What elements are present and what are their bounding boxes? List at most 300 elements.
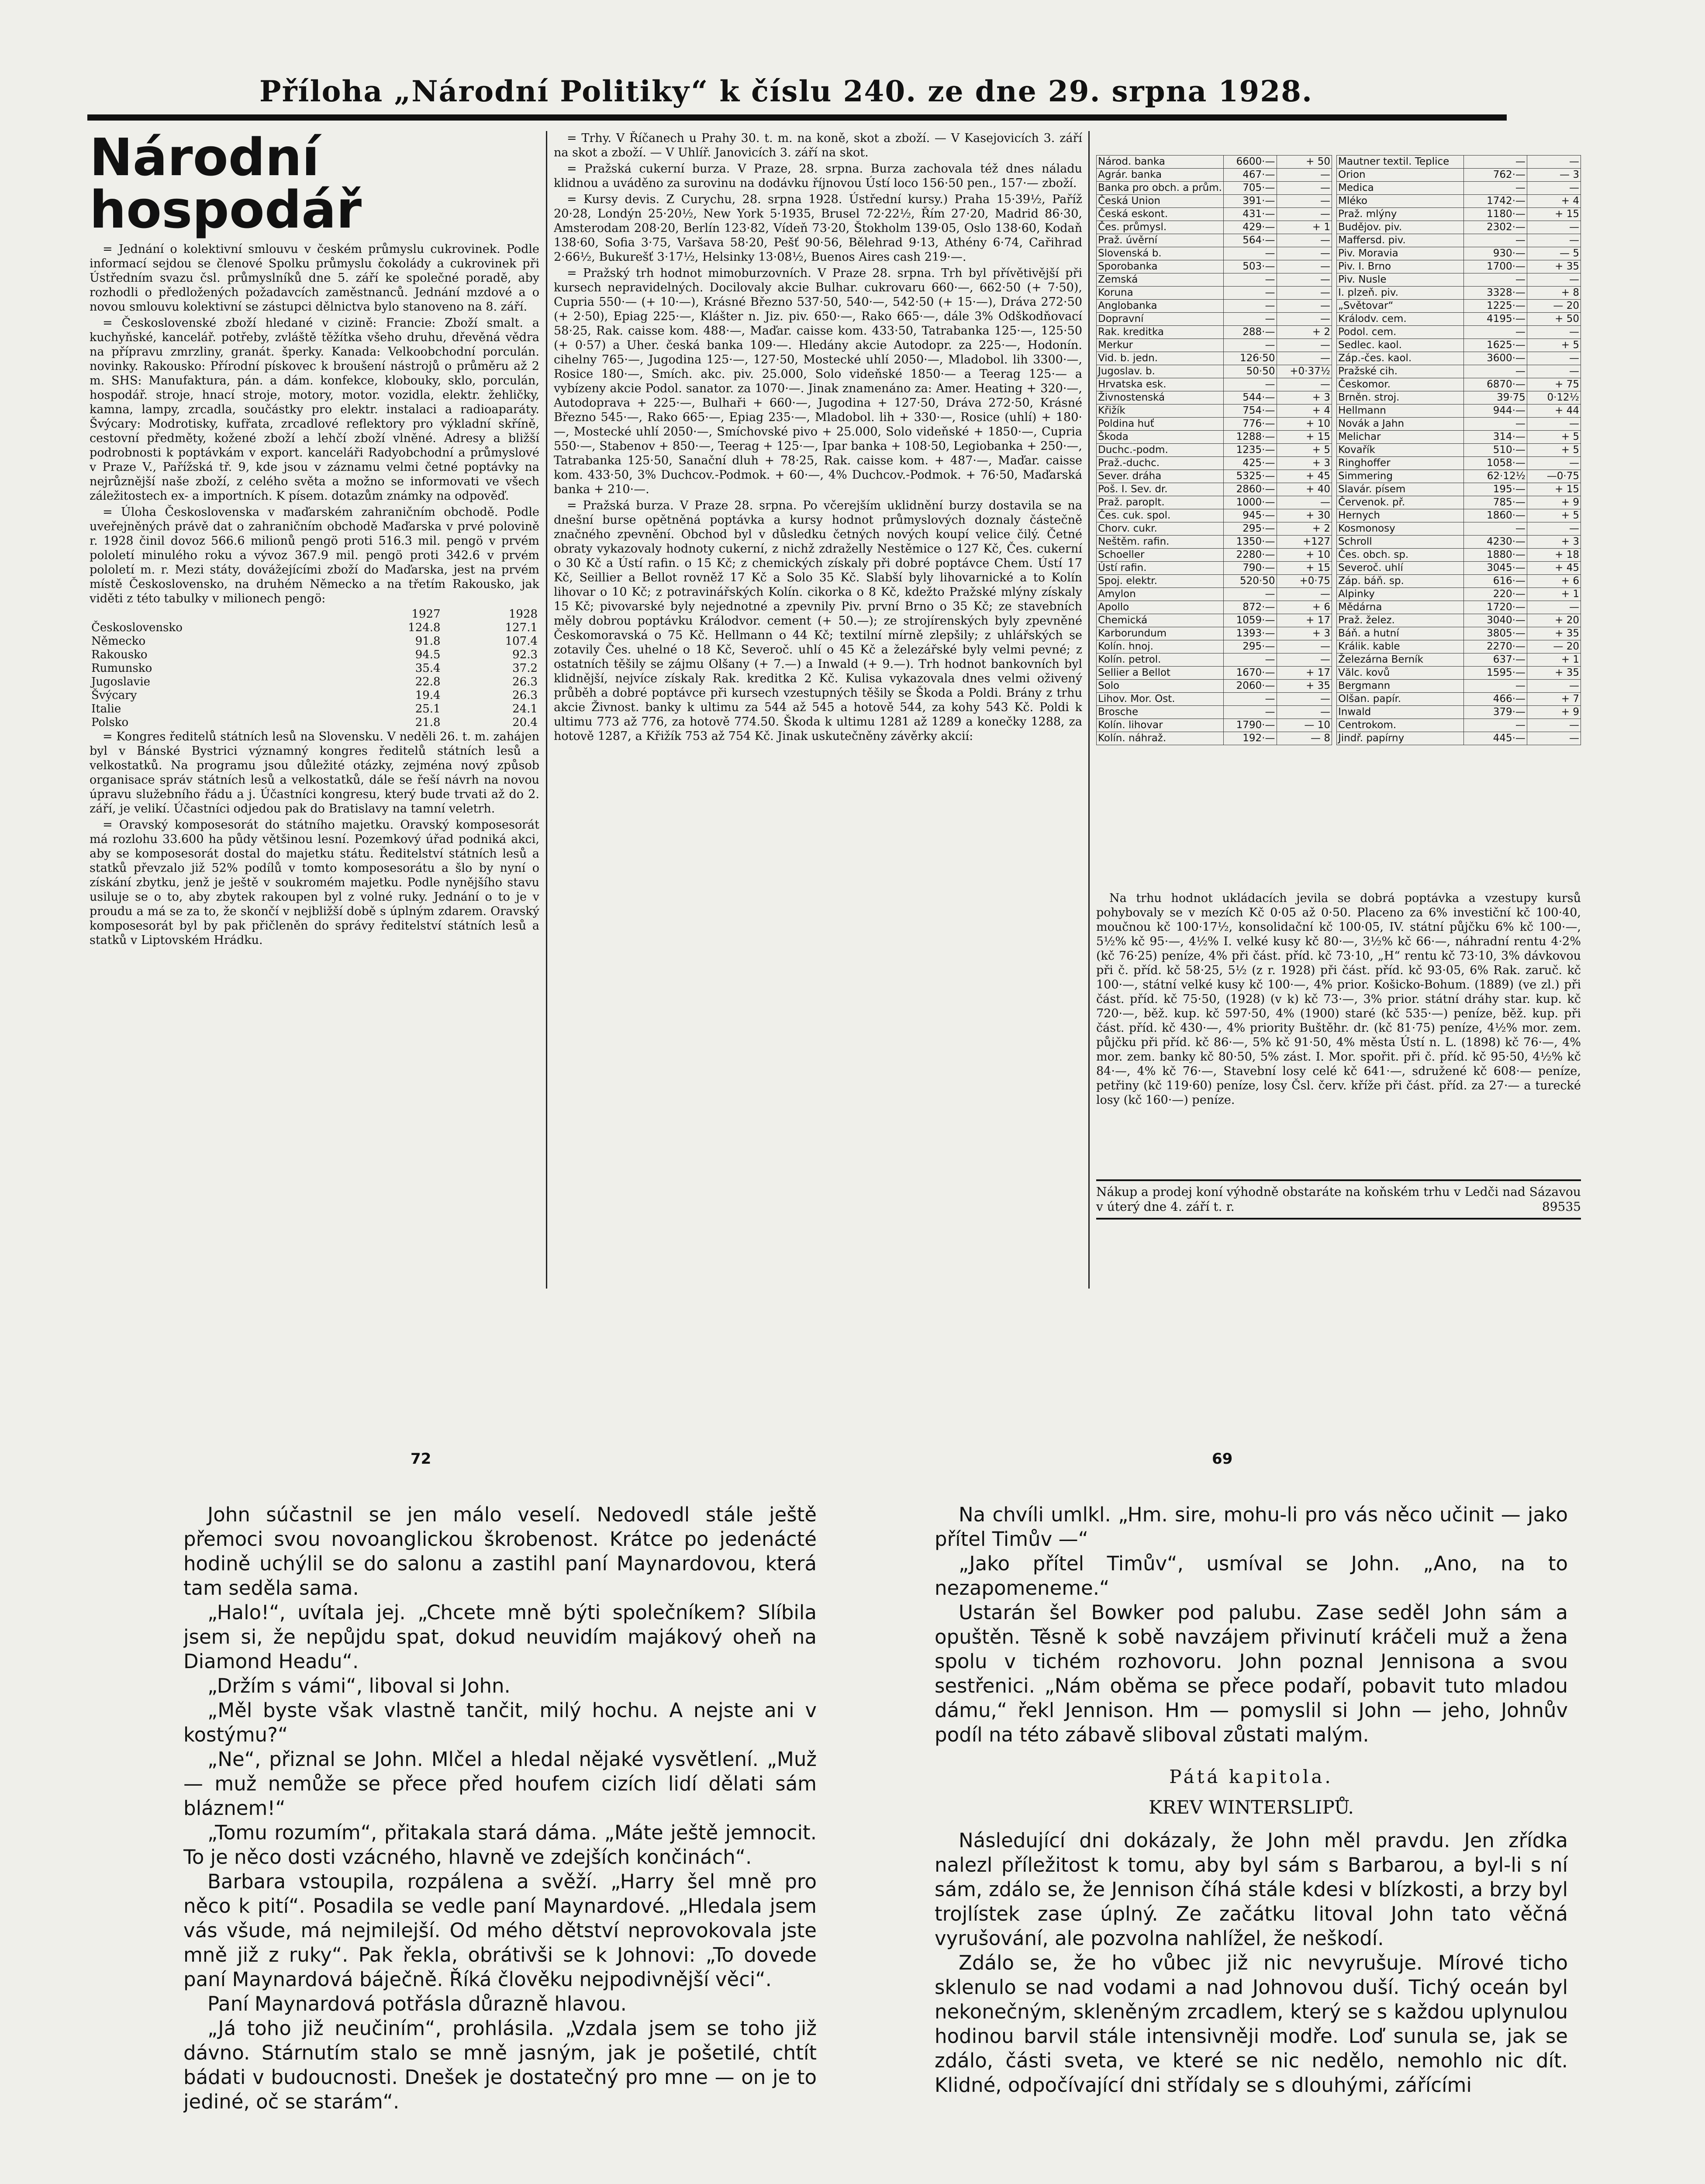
stock-change: —: [1527, 182, 1581, 195]
chapter-heading: Pátá kapitola.: [1169, 1766, 1333, 1787]
stock-change: + 50: [1527, 313, 1581, 326]
stock-row: [1337, 496, 1581, 509]
stock-row: [1337, 234, 1581, 247]
stock-change: —: [1277, 182, 1332, 195]
newspaper-masthead: Příloha „Národní Politiky“ k číslu 240. ze dne 29. srpna 1928.: [259, 74, 1313, 108]
stock-row: [1337, 483, 1581, 496]
stock-change: + 30: [1277, 509, 1332, 522]
trade-value: 124.8: [408, 621, 441, 634]
trade-value: 127.1: [505, 621, 538, 634]
novel-paragraph: „Já toho již neučiním“, prohlásila. „Vzdala jsem se toho již dávno. Stárnutím stalo se mně jasným, jak je pošetilé, chtít bádati v budoucnosti. Dnešek je dostatečný pro mne — on je to jediné, oč se starám“.: [183, 2017, 817, 2113]
stock-price: —: [1463, 522, 1527, 536]
stock-name: Jugoslav. b.: [1097, 365, 1224, 378]
stock-name: Kosmonosy: [1337, 522, 1464, 536]
trade-country: Švýcary: [91, 689, 137, 702]
stock-price: 520·50: [1223, 575, 1277, 588]
article-paragraph: = Trhy. V Říčanech u Prahy 30. t. m. na koně, skot a zboží. — V Kasejovicích 3. září na skot a zboží. — V Uhlíř. Janovicích 3. září na skot.: [554, 131, 1082, 159]
stock-change: + 35: [1527, 667, 1581, 680]
stock-price: —: [1223, 300, 1277, 313]
stock-row: [1337, 522, 1581, 536]
stock-change: + 40: [1277, 483, 1332, 496]
novel-paragraph: Paní Maynardová potřásla důrazně hlavou.: [207, 1992, 627, 2015]
article-paragraph: = Úloha Československa v maďarském zahraničním obchodě. Podle uveřejněných právě dat o zahraničním obchodě Maďarska v prvé polovině r. 1928 činil dovoz 566.6 milionů pengö proti 516.3 mil. pengö v prvém pololetí minulého roku a vývoz 367.9 mil. pengö proti 342.6 v prvém pololetí m. r. Mezi státy, dovážejícími zboží do Maďarska, jest na prvém místě Československo, na druhém Německo a na třetím Rakousko, jak viděti z této tabulky v milionech pengö:: [90, 505, 539, 605]
stock-name: Banka pro obch. a prům.: [1097, 182, 1224, 195]
stock-change: + 18: [1527, 549, 1581, 562]
stock-name: Brněn. stroj.: [1337, 391, 1464, 404]
stock-row: [1337, 208, 1581, 221]
stock-change: — 20: [1527, 300, 1581, 313]
stock-change: +0·75: [1277, 575, 1332, 588]
stock-row: [1337, 247, 1581, 260]
stock-price: 616·—: [1463, 575, 1527, 588]
stock-name: Apollo: [1097, 601, 1224, 614]
stock-change: + 50: [1277, 156, 1332, 169]
trade-value: 35.4: [415, 662, 441, 675]
stock-change: + 44: [1527, 404, 1581, 418]
stock-change: —: [1277, 352, 1332, 365]
stock-price: 6600·—: [1223, 156, 1277, 169]
stock-change: —: [1277, 653, 1332, 667]
stock-name: Lihov. Mor. Ost.: [1097, 693, 1224, 706]
stock-name: Spoj. elektr.: [1097, 575, 1224, 588]
article-paragraph: = Pražská burza. V Praze 28. srpna. Po včerejším uklidnění burzy dostavila se na dnešní burse opětněná poptávka a kursy hodnot průmyslových doznaly částečně značného zpevnění. Obchod byl v důsledku četných nových koupí velice čilý. Četné obraty vykazovaly hodnoty cukerní, z nichž zdraželly Nestěmice o 127 Kč, Čes. cukerní o 30 Kč a Ústí rafin. o 15 Kč; z chemických získaly při dobré poptávce Chem. Ústí 17 Kč, Seillier a Bellot rovněž 17 Kč a Solo 35 Kč. Slabší byly lihovarnické a to Kolín lihovar o 10 Kč; z potravinářských Kolín. cikorka o 8 Kč, kdežto Pražské mlýny získaly 15 Kč; pivovarské byly nejednotné a zpevnily Piv. první Brno o 35 Kč; ze stavebních měly dobrou poptávku Králodvor. cement (+ 50.—); ze strojírenských byly zpevněné Českomoravská o 75 Kč. Hellmann o 44 Kč; textilní mírně zlepšily; z uhlářských se zotavily Čes. uhelné o 18 Kč, Severoč. uhlí o 45 Kč a železářské byly velmi pevné; z ostatních těšily se zájmu Olšany (+ 7.—) a Inwald (+ 9.—). Trh hodnot bankovních byl klidnější, nejvíce získaly Rak. kreditka 2 Kč. Kulisa vykazovala dnes velmi oživený průběh a dobré poptávce při kursech vzestupných těšily se Škoda a Poldi. Brány z trhu akcie Živnost. banky k ultimu za 544 až 545 a hotově 544, za kohy 543 Kč. Poldi k ultimu 773 až 776, za hotově 774.50. Škoda k ultimu 1281 až 1289 a konečky 1288, za hotově 1287, a Křižík 753 až 754 Kč. Jinak uskutečněny závěrky akcií:: [554, 499, 1082, 743]
trade-value: 92.3: [512, 648, 538, 661]
stock-change: —: [1527, 234, 1581, 247]
stock-change: —0·75: [1527, 470, 1581, 483]
stock-row: [1097, 457, 1332, 470]
stock-price: 872·—: [1223, 601, 1277, 614]
stock-change: + 6: [1277, 601, 1332, 614]
stock-change: — 3: [1527, 169, 1581, 182]
stock-row: [1337, 509, 1581, 522]
stock-name: Kolín. petrol.: [1097, 653, 1224, 667]
stock-name: Kolín. hnoj.: [1097, 640, 1224, 653]
stock-price: —: [1223, 378, 1277, 391]
stock-name: Mléko: [1337, 195, 1464, 208]
stock-name: Solo: [1097, 680, 1224, 693]
novel-paragraph: John súčastnil se jen málo veselí. Nedovedl stále ještě přemoci svou novoanglickou škrobenost. Krátce po jedenácté hodině uchýlil se do salonu a zastihl paní Maynardovou, která tam seděla sama.: [183, 1503, 817, 1600]
stock-price: 445·—: [1463, 732, 1527, 745]
stock-name: Národ. banka: [1097, 156, 1224, 169]
stock-price: 379·—: [1463, 706, 1527, 719]
stock-change: —: [1527, 418, 1581, 431]
stock-change: + 9: [1527, 496, 1581, 509]
trade-value: 91.8: [415, 635, 441, 648]
trade-value: 1927: [411, 608, 441, 621]
stock-price: —: [1463, 234, 1527, 247]
stock-price: 3045·—: [1463, 562, 1527, 575]
stock-change: + 45: [1527, 562, 1581, 575]
stock-name: Slavár. písem: [1337, 483, 1464, 496]
stock-change: —: [1527, 156, 1581, 169]
stock-price: 510·—: [1463, 444, 1527, 457]
stock-row: [1337, 614, 1581, 627]
stock-change: + 3: [1277, 627, 1332, 640]
stock-change: 0·12½: [1527, 391, 1581, 404]
stock-name: Agrár. banka: [1097, 169, 1224, 182]
novel-paragraph: Barbara vstoupila, rozpálena a svěží. „Harry šel mně pro něco k pití“. Posadila se vedle paní Maynardové. „Hledala jsem vás všude, má nejmilejší. Od mého dětství neprovokovala jste mně již z ruky“. Pak řekla, obrátivši se k Johnovi: „To dovede paní Maynardová báječně. Říká člověku nejpodivnější věci“.: [183, 1870, 817, 1991]
stock-change: + 1: [1527, 653, 1581, 667]
stock-name: Pražské cih.: [1337, 365, 1464, 378]
stock-price: —: [1223, 588, 1277, 601]
stock-row: [1097, 326, 1332, 339]
trade-value: 94.5: [415, 648, 441, 661]
stock-row: [1337, 732, 1581, 745]
column-bonds: [1096, 891, 1581, 1171]
stock-row: [1337, 352, 1581, 365]
trade-table-row: [90, 648, 539, 662]
trade-value: 1928: [508, 608, 538, 621]
stock-price: 3805·—: [1463, 627, 1527, 640]
article-paragraph: = Pražská cukerní burza. V Praze, 28. srpna. Burza zachovala též dnes náladu klidnou a uváděno za surovinu na dodávku říjnovou Ústí loco 156·50 pen., 157·— zboží.: [554, 162, 1082, 190]
stock-price: 1393·—: [1223, 627, 1277, 640]
stock-row: [1097, 378, 1332, 391]
stock-row: [1097, 182, 1332, 195]
stock-name: Živnostenská: [1097, 391, 1224, 404]
stock-name: Kovařík: [1337, 444, 1464, 457]
stock-price: 3600·—: [1463, 352, 1527, 365]
trade-country: Jugoslavie: [91, 675, 151, 688]
stock-price: —: [1463, 680, 1527, 693]
stock-row: [1097, 719, 1332, 732]
stock-name: Česká Union: [1097, 195, 1224, 208]
stock-row: [1337, 588, 1581, 601]
stock-price: 5325·—: [1223, 470, 1277, 483]
stock-row: [1097, 627, 1332, 640]
stock-change: —: [1277, 195, 1332, 208]
page-number-left: 72: [411, 1450, 431, 1468]
stock-change: —: [1527, 457, 1581, 470]
stock-change: + 9: [1527, 706, 1581, 719]
stock-price: 220·—: [1463, 588, 1527, 601]
stock-row: [1337, 444, 1581, 457]
stock-row: [1337, 313, 1581, 326]
stock-row: [1337, 365, 1581, 378]
novel-paragraph: Zdálo se, že ho vůbec již nic nevyrušuje. Mírové ticho sklenulo se nad vodami a nad Johnovou duší. Tichý oceán byl nekonečným, skleněným zrcadlem, který se s každou uplynulou hodinou barvil stále intensivněji modře. Loď sunula se, jak se zdálo, části sveta, ve které se nic nedělo, nemohlo nic dít. Klidné, odpočívající dni střídaly se s dlouhými, zářícími: [935, 1951, 1568, 2097]
trade-table-row: [90, 621, 539, 635]
stock-change: —: [1277, 693, 1332, 706]
stock-name: Králik. kable: [1337, 640, 1464, 653]
chapter-title: KREV WINTERSLIPŮ.: [1149, 1797, 1354, 1818]
stock-price: 1059·—: [1223, 614, 1277, 627]
stock-change: — 5: [1527, 247, 1581, 260]
stock-row: [1097, 234, 1332, 247]
stock-row: [1097, 588, 1332, 601]
stock-name: Podol. cem.: [1337, 326, 1464, 339]
stock-change: +0·37½: [1277, 365, 1332, 378]
stock-change: — 10: [1277, 719, 1332, 732]
article-paragraph: = Československé zboží hledané v cizině: Francie: Zboží smalt. a kuchyňské, kancelář. potřeby, zvláště těžítka všeho druhu, dřevěná vědra na přípravu zmrzliny, granát. šperky. Kanada: Velkoobchodní porculán. novinky. Rakousko: Přírodní pískovec k broušení nástrojů o průměru až 2 m. SHS: Manufaktura, pán. a dám. konfekce, klobouky, sklo, porculán, hospodář. stroje, hnací stroje, motory, motor. vozidla, elektr. žehličky, kamna, lampy, zrcadla, součástky pro elektr. instalaci a radioaparáty. Švýcary: Modrotisky, kufřata, zrcadlové reflektory pro výkladní skříně, cestovní předměty, kožené zboží a lehčí zboží vlněné. Adresy a bližší podrobnosti k poptávkám v export. kanceláři Radyobchodní a průmyslové v Praze V., Pařížská tř. 9, kde jsou v záznamu velmi četné poptávky na nejrůznější naše zboží, z celého světa a možno se informovati ve všech záležitostech ex- a importních. K písem. dotazům známky na odpověď.: [90, 316, 539, 503]
article-paragraph: Na trhu hodnot ukládacích jevila se dobrá poptávka a vzestupy kursů pohybovaly se v mezích Kč 0·05 až 0·50. Placeno za 6% investiční kč 100·40, moučnou kč 100·17½, konsolidační kč 100·05, IV. státní půjčku 6% kč 100·—, 5½% kč 95·—, 4½% I. velké kusy kč 80·—, 3½% kč 66·—, náhradní rentu 4·2% (kč 76·25) peníze, 4% při část. příd. kč 73·10, „H“ rentu kč 73·10, 3% dávkovou při č. příd. kč 58·25, 5½ (z r. 1928) při část. příd. kč 93·05, 6% Rak. zaruč. kč 100·—, státní velké kusy kč 100·—, 4% prior. Košicko-Bohum. (1889) (ve zl.) při část. příd. kč 75·50, (1928) (v k) kč 73·—, 3% prior. státní dráhy star. kup. kč 720·—, běž. kup. kč 597·50, 4% (1900) staré (kč 535·—) peníze, běž. kup. při část. příd. kč 430·—, 4% priority Buštěhr. dr. (kč 81·75) peníze, 4½% mor. zem. půjčku při příd. kč 86·—, 5% kč 91·50, 4% města Ústí n. L. (1898) kč 76·—, 4% mor. zem. banky kč 80·50, 5% zást. I. Mor. spořit. při č. příd. kč 95·50, 4½% kč 84·—, 4% kč 76·—, Stavební losy celé kč 641·—, sdružené kč 608·— peníze, petřiny (kč 119·60) peníze, losy Čsl. červ. kříže při část. příd. za 27·— a turecké losy (kč 160·—) peníze.: [1096, 892, 1581, 1107]
stock-change: —: [1277, 260, 1332, 273]
trade-table-row: [90, 675, 539, 689]
stock-price: —: [1463, 156, 1527, 169]
stock-change: + 10: [1277, 418, 1332, 431]
trade-country: Československo: [91, 621, 183, 634]
stock-name: Praž. úvěrní: [1097, 234, 1224, 247]
stock-price: 1625·—: [1463, 339, 1527, 352]
stock-price: 1720·—: [1463, 601, 1527, 614]
stock-name: Poldina huť: [1097, 418, 1224, 431]
stock-change: —: [1277, 247, 1332, 260]
stock-row: [1337, 418, 1581, 431]
stock-price: 1790·—: [1223, 719, 1277, 732]
stock-name: Rak. kreditka: [1097, 326, 1224, 339]
stock-change: + 5: [1527, 339, 1581, 352]
stock-row: [1097, 536, 1332, 549]
stock-name: Kolín. lihovar: [1097, 719, 1224, 732]
stock-price: 945·—: [1223, 509, 1277, 522]
stock-change: + 1: [1527, 588, 1581, 601]
stock-name: Amylon: [1097, 588, 1224, 601]
stock-change: + 17: [1277, 667, 1332, 680]
stock-change: + 8: [1527, 287, 1581, 300]
masthead-rule: [87, 114, 1507, 121]
stock-name: Ústí rafin.: [1097, 562, 1224, 575]
stock-row: [1337, 326, 1581, 339]
page-number-right: 69: [1212, 1450, 1233, 1468]
stock-name: Červenok. př.: [1337, 496, 1464, 509]
novel-page-left: [183, 1503, 817, 2184]
article-paragraph: = Kongres ředitelů státních lesů na Slovensku. V neděli 26. t. m. zahájen byl v Bánské Bystrici významný kongres ředitelů státních lesů a velkostatků. Na programu jsou důležité otázky, zejména nový způsob organisace správ státních lesů a velkostatků, dále se řeší návrh na novou úpravu služebního řádu a j. Účastníci kongresu, který bude trvati až do 2. září, je velikí. Účastníci odjedou pak do Bratislavy na tamní veletrh.: [90, 730, 539, 816]
stock-price: —: [1223, 653, 1277, 667]
trade-value: 26.3: [512, 689, 538, 702]
stock-name: Poš. I. Sev. dr.: [1097, 483, 1224, 496]
trade-table-row: [90, 689, 539, 702]
stock-change: + 6: [1527, 575, 1581, 588]
stock-change: +127: [1277, 536, 1332, 549]
stock-change: + 3: [1277, 457, 1332, 470]
stock-row: [1337, 195, 1581, 208]
stock-change: + 7: [1527, 693, 1581, 706]
stock-price: 4195·—: [1463, 313, 1527, 326]
advert-text: Nákup a prodej koní výhodně obstaráte na koňském trhu v Ledči nad Sázavou v úterý dne 4. září t. r.: [1096, 1185, 1581, 1214]
stock-price: 288·—: [1223, 326, 1277, 339]
stock-price: 1235·—: [1223, 444, 1277, 457]
stock-name: Praž. želez.: [1337, 614, 1464, 627]
trade-value: 20.4: [512, 716, 538, 729]
stock-name: Alpinky: [1337, 588, 1464, 601]
trade-country: Polsko: [91, 716, 129, 729]
stock-name: Čes. obch. sp.: [1337, 549, 1464, 562]
stock-row: [1337, 470, 1581, 483]
stock-change: —: [1527, 680, 1581, 693]
stock-row: [1097, 431, 1332, 444]
stock-name: Mautner textil. Teplice: [1337, 156, 1464, 169]
stock-price: 192·—: [1223, 732, 1277, 745]
stock-name: Chemická: [1097, 614, 1224, 627]
stock-change: —: [1527, 522, 1581, 536]
stock-change: —: [1277, 339, 1332, 352]
stock-name: Sporobanka: [1097, 260, 1224, 273]
stock-name: Praž. mlýny: [1337, 208, 1464, 221]
stock-row: [1337, 536, 1581, 549]
stock-row: [1337, 221, 1581, 234]
stock-row: [1337, 627, 1581, 640]
trade-value: 37.2: [512, 662, 538, 675]
stock-name: Melichar: [1337, 431, 1464, 444]
stock-name: Sever. dráha: [1097, 470, 1224, 483]
trade-country: Italie: [91, 702, 121, 715]
stock-name: Vălc. kovů: [1337, 667, 1464, 680]
stock-price: 705·—: [1223, 182, 1277, 195]
stock-change: + 35: [1527, 627, 1581, 640]
stock-name: Hellmann: [1337, 404, 1464, 418]
stock-name: Merkur: [1097, 339, 1224, 352]
stock-price: 1058·—: [1463, 457, 1527, 470]
stock-name: Novák a Jahn: [1337, 418, 1464, 431]
stock-price: —: [1223, 313, 1277, 326]
stock-change: + 2: [1277, 326, 1332, 339]
stock-row: [1337, 300, 1581, 313]
stock-price: 790·—: [1223, 562, 1277, 575]
stock-price: 2280·—: [1223, 549, 1277, 562]
stock-name: Simmering: [1337, 470, 1464, 483]
stock-row: [1097, 640, 1332, 653]
stock-row: [1097, 418, 1332, 431]
stock-name: Schoeller: [1097, 549, 1224, 562]
stock-change: + 17: [1277, 614, 1332, 627]
stock-change: —: [1527, 719, 1581, 732]
stock-change: —: [1277, 169, 1332, 182]
stock-change: —: [1277, 378, 1332, 391]
stock-row: [1097, 169, 1332, 182]
stock-name: Koruna: [1097, 287, 1224, 300]
stock-price: 1860·—: [1463, 509, 1527, 522]
stock-row: [1097, 221, 1332, 234]
trade-table-row: [90, 702, 539, 716]
stock-change: —: [1277, 496, 1332, 509]
stock-price: 467·—: [1223, 169, 1277, 182]
stock-change: + 4: [1527, 195, 1581, 208]
stock-change: + 35: [1277, 680, 1332, 693]
stock-change: + 4: [1277, 404, 1332, 418]
stock-change: + 1: [1277, 221, 1332, 234]
stock-row: [1337, 706, 1581, 719]
stock-name: Zemská: [1097, 273, 1224, 287]
stock-price: —: [1223, 247, 1277, 260]
stock-price: 762·—: [1463, 169, 1527, 182]
stock-price: 2270·—: [1463, 640, 1527, 653]
stock-price: 1225·—: [1463, 300, 1527, 313]
stock-change: + 35: [1527, 260, 1581, 273]
stock-price: 295·—: [1223, 522, 1277, 536]
stock-change: —: [1277, 706, 1332, 719]
stock-name: Olšan. papír.: [1337, 693, 1464, 706]
stock-row: [1097, 562, 1332, 575]
trade-value: 21.8: [415, 716, 441, 729]
novel-paragraph: Následující dni dokázaly, že John měl pravdu. Jen zřídka nalezl příležitost k tomu, aby byl sám s Barbarou, a byl-li s ní sám, zdálo se, že Jennison číhá stále kdesi v blízkosti, a brzy byl trojlístek zase úplný. Ze začátku litoval John tato věčná vyrušování, ale pozvolna nahlížel, že neškodí.: [935, 1829, 1568, 1950]
stock-row: [1337, 719, 1581, 732]
stock-name: Piv. Moravia: [1337, 247, 1464, 260]
stock-price: 39·75: [1463, 391, 1527, 404]
article-paragraph: = Pražský trh hodnot mimoburzovních. V Praze 28. srpna. Trh byl přívětivější při kursech nepravidelných. Docilovaly akcie Bulhar. cukrovaru 660·—, 662·50 (+ 7·50), Cupria 550·— (+ 10·—), Krásné Březno 537·50, 540·—, 542·50 (+ 15·—), Dráva 272·50 (+ 2·50), Epiag 225·—, Klášter n. Jiz. piv. 650·—, Rako 665·—, dále 3% Odškodňovací 58·25, Rak. caisse kom. 488·—, Maďar. caisse kom. 433·50, Tatrabanka 125·—, 125·50 (+ 0·57) a Uher. česká banka 109·—. Hledány akcie Autodopr. za 225·—, Hodonín. cihelny 765·—, Jugodina 125·—, 127·50, Mostecké uhlí 2050·—, Mladobol. lih 3300·—, Rosice 180·—, Smích. akc. piv. 25.000, Solo videňské 1850·— a Teerag 125·— a vybízeny akcie Podol. sanator. za 1070·—. Jinak znamenáno za: Amer. Heating + 320·—, Autodoprava + 225·—, Bulhaři + 660·—, Jugodina + 127·50, Dráva 272·50, Krásné Březno 545·—, Rako 665·—, Epiag 235·—, Mladobol. lih + 330·—, Rosice (uhlí) + 180·—, Mostecké uhlí 2050·—, Smíchovské pivo + 25.000, Solo videňské + 1850·—, Cupria 550·—, Stabenov + 850·—, Teerag + 125·—, Ipar banka + 108·50, Legiobanka + 250·—, Tatrabanka 125·50, Sanační dluh + 78·25, Rak. caisse kom. + 487·—, Maďar. caisse kom. 433·50, 3% Duchcov.-Podmok. + 60·—, 4% Duchcov.-Podmok. + 76·50, Maďarská banka + 210·—.: [554, 266, 1082, 496]
stock-price: —: [1463, 719, 1527, 732]
stock-row: [1337, 562, 1581, 575]
stock-row: [1337, 601, 1581, 614]
trade-table-row: [90, 716, 539, 729]
stock-row: [1097, 667, 1332, 680]
stock-row: [1097, 365, 1332, 378]
stock-price: —: [1463, 326, 1527, 339]
stock-price: —: [1463, 273, 1527, 287]
stock-row: [1337, 182, 1581, 195]
stock-row: [1337, 575, 1581, 588]
novel-paragraph: „Ne“, přiznal se John. Mlčel a hledal nějaké vysvětlení. „Muž — muž nemůže se přece před houfem cizích lidí dělati sám bláznem!“: [183, 1748, 817, 1820]
stock-price: 1180·—: [1463, 208, 1527, 221]
stock-name: Hernych: [1337, 509, 1464, 522]
stock-change: + 75: [1527, 378, 1581, 391]
article-paragraph: = Kursy devis. Z Curychu, 28. srpna 1928. Ústřední kursy.) Praha 15·39½, Paříž 20·28, Londýn 25·20½, New York 5·1935, Brusel 72·22½, Řím 27·20, Madrid 86·30, Amsterodam 208·20, Berlín 123·82, Vídeň 73·20, Štokholm 139·05, Oslo 138·60, Kodaň 138·60, Sofia 3·75, Varšava 58·20, Pešť 90·56, Bělehrad 9·13, Athény 6·74, Cařihrad 2·66½, Bukurešť 3·17½, Helsinky 13·08½, Buenos Aires cash 219·—.: [554, 193, 1082, 264]
stock-price: 50·50: [1223, 365, 1277, 378]
stock-change: —: [1527, 326, 1581, 339]
novel-paragraph: „Jako přítel Timův“, usmíval se John. „Ano, na to nezapomeneme.“: [935, 1552, 1568, 1600]
trade-value: 26.3: [512, 675, 538, 688]
stock-change: + 5: [1527, 431, 1581, 444]
stock-change: —: [1527, 352, 1581, 365]
column-markets: [554, 131, 1082, 1289]
stock-name: „Světovar“: [1337, 300, 1464, 313]
stock-price: 2060·—: [1223, 680, 1277, 693]
stock-name: Karborundum: [1097, 627, 1224, 640]
stock-row: [1097, 352, 1332, 365]
stock-row: [1097, 287, 1332, 300]
stock-change: —: [1527, 273, 1581, 287]
article-paragraph: = Jednání o kolektivní smlouvu v českém průmyslu cukrovinek. Podle informací sejdou se členové Spolku průmyslu čokolády a cukrovinek při Ústředním svazu čsl. průmyslníků dne 5. září ke společné poradě, aby rozhodli o předložených požadavcích zaměstnanců. Jednání mzdové a o novou smlouvu kolektivní se zástupci dělnictva bylo stanoveno na 8. září.: [90, 242, 539, 314]
stock-name: Vid. b. jedn.: [1097, 352, 1224, 365]
stock-price: 429·—: [1223, 221, 1277, 234]
stock-change: —: [1277, 640, 1332, 653]
stock-change: —: [1527, 221, 1581, 234]
stock-row: [1097, 601, 1332, 614]
stock-price: 1742·—: [1463, 195, 1527, 208]
stock-row: [1337, 640, 1581, 653]
stock-row: [1337, 457, 1581, 470]
stock-name: Inwald: [1337, 706, 1464, 719]
stock-change: + 3: [1277, 391, 1332, 404]
stock-price: —: [1223, 706, 1277, 719]
stock-change: + 15: [1527, 208, 1581, 221]
stock-price: 1880·—: [1463, 549, 1527, 562]
stock-change: + 15: [1277, 562, 1332, 575]
advert-horse-market: [1096, 1179, 1581, 1220]
stock-row: [1097, 313, 1332, 326]
stock-change: + 15: [1277, 431, 1332, 444]
stock-name: Kolín. náhraž.: [1097, 732, 1224, 745]
stock-price: —: [1223, 693, 1277, 706]
stock-price: 785·—: [1463, 496, 1527, 509]
stock-row: [1337, 549, 1581, 562]
stock-row: [1337, 169, 1581, 182]
stock-name: Báň. a hutní: [1337, 627, 1464, 640]
novel-paragraph: „Halo!“, uvítala jej. „Chcete mně býti společníkem? Slíbila jsem si, že nepůjdu spat, dokud neuvidím majákový oheň na Diamond Headu“.: [183, 1601, 817, 1673]
stock-name: Dopravní: [1097, 313, 1224, 326]
stock-name: Sellier a Bellot: [1097, 667, 1224, 680]
article-paragraph: = Oravský komposesorát do státního majetku. Oravský komposesorát má rozlohu 33.600 ha půdy většinou lesní. Pozemkový úřad podniká akci, aby se komposesorát dostal do majetku státu. Ředitelství státních lesů a statků převzalo již 52% podílů v tomto komposesorátu a šlo by nyní o získání zbytku, jenž je ještě v soukromém majetku. Podle nynějšího stavu usiluje se o to, aby zbytek rakoupen byl z volné ruky. Jednání o to je v proudu a má se za to, že skončí v nejbližší době s úplným zdarem. Oravský komposesorát byl by pak přičleněn do správy ředitelství státních lesů a statků v Liptovském Hrádku.: [90, 818, 539, 947]
stock-price: —: [1223, 287, 1277, 300]
trade-value: 107.4: [505, 635, 538, 648]
stock-row: [1337, 287, 1581, 300]
stock-change: + 45: [1277, 470, 1332, 483]
stock-change: + 5: [1527, 509, 1581, 522]
stock-price: 1595·—: [1463, 667, 1527, 680]
stock-row: [1097, 496, 1332, 509]
trade-country: Německo: [91, 635, 146, 648]
stock-change: — 8: [1277, 732, 1332, 745]
stock-price: 2302·—: [1463, 221, 1527, 234]
trade-table-row: [90, 635, 539, 648]
stock-row: [1097, 509, 1332, 522]
